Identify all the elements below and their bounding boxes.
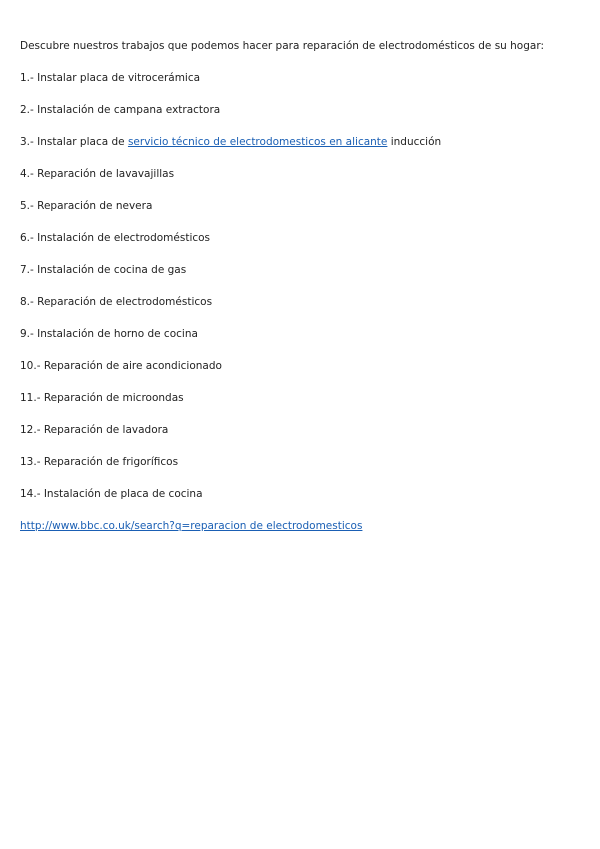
list-item: 11.- Reparación de microondas	[20, 392, 184, 404]
list-item: 4.- Reparación de lavavajillas	[20, 168, 175, 180]
list-item: 9.- Instalación de horno de cocina	[20, 328, 198, 340]
list-item: 13.- Reparación de frigoríficos	[20, 456, 179, 468]
list-item: 5.- Reparación de nevera	[20, 200, 153, 212]
list-item-text-after: inducción	[387, 136, 442, 148]
service-link[interactable]: servicio técnico de electrodomesticos en alicante	[127, 136, 388, 148]
list-item: 12.- Reparación de lavadora	[20, 424, 169, 436]
bbc-search-link[interactable]: http://www.bbc.co.uk/search?q=reparacion de electrodomesticos	[20, 520, 363, 532]
list-item: 7.- Instalación de cocina de gas	[20, 264, 187, 276]
list-item: 14.- Instalación de placa de cocina	[20, 488, 203, 500]
list-item-text-before: 3.- Instalar placa de	[20, 136, 128, 148]
document-body	[20, 39, 580, 551]
list-item	[20, 135, 580, 149]
footer-line	[20, 519, 580, 533]
list-item: 1.- Instalar placa de vitrocerámica	[20, 72, 201, 84]
list-item: 6.- Instalación de electrodomésticos	[20, 232, 211, 244]
list-item: 8.- Reparación de electrodomésticos	[20, 296, 213, 308]
list-item: 2.- Instalación de campana extractora	[20, 104, 221, 116]
intro-text: Descubre nuestros trabajos que podemos hacer para reparación de electrodomésticos de su hogar:	[20, 40, 545, 52]
list-item: 10.- Reparación de aire acondicionado	[20, 360, 222, 372]
